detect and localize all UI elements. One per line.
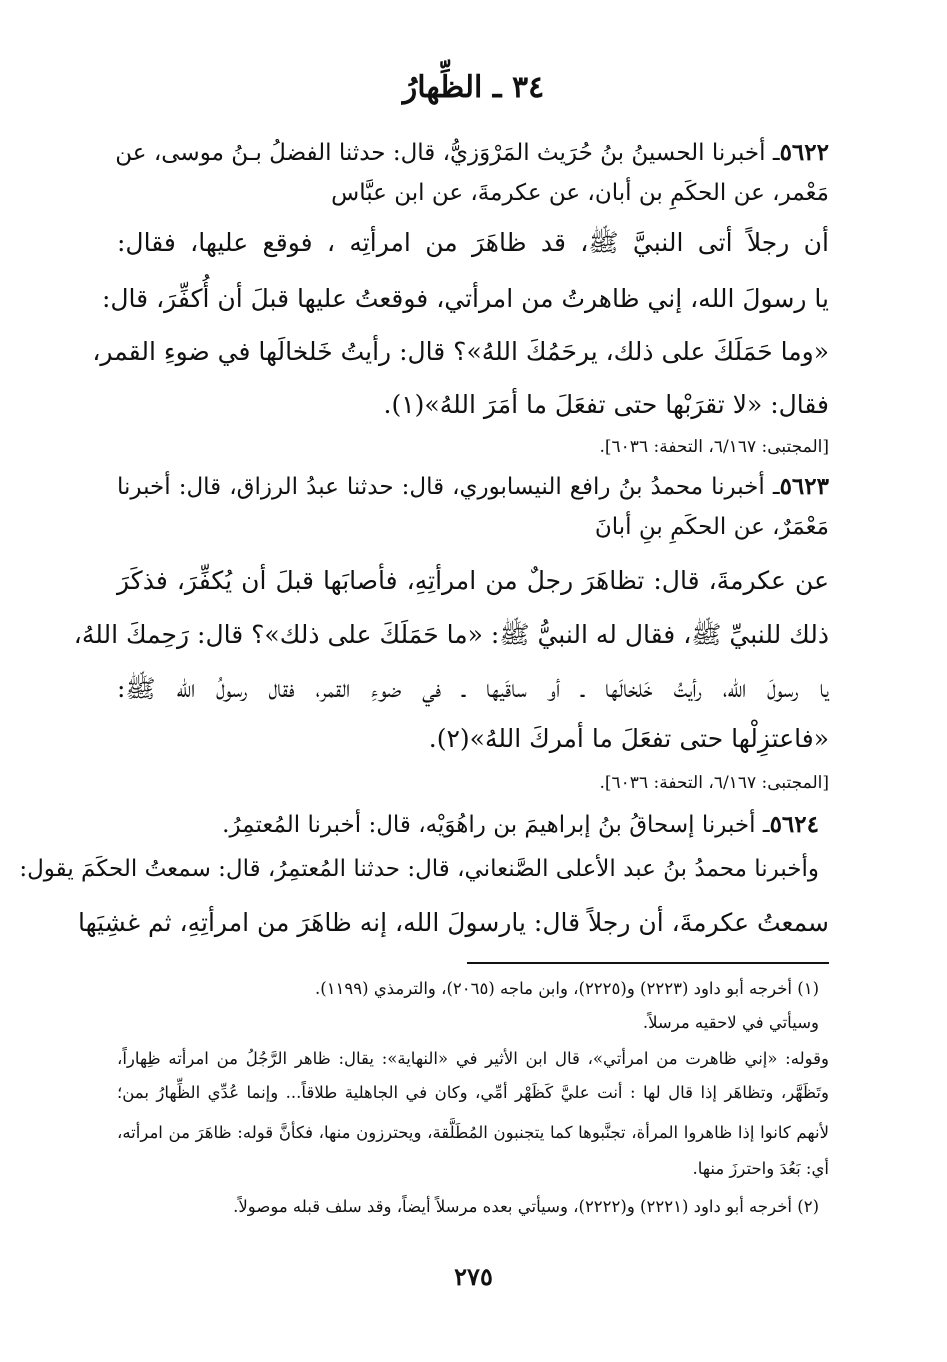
hadith-number: ٥٦٢٤ — [769, 811, 819, 838]
hadith-5622-isnad-line-2: مَعْمر، عن الحكَمِ بن أبان، عن عكرمةَ، عن ابن عبَّاس — [331, 180, 829, 206]
hadith-5623-matn-line-1: عن عكرمةَ، قال: تظاهَرَ رجلٌ من امرأتِهِ، فأصابَها قبلَ أن يُكفِّرَ، فذكَرَ — [117, 566, 829, 595]
footnote-1-line-2: وسيأتي في لاحقيه مرسلاً. — [642, 1013, 819, 1032]
hadith-number: ٥٦٢٣ — [779, 473, 829, 500]
hadith-5624-isnad-line-1: ٥٦٢٤ـ أخبرنا إسحاقُ بنُ إبراهيمَ بن راهُوَيْه، قال: أخبرنا المُعتمِرُ. — [222, 811, 819, 838]
hadith-5623-reference: [المجتبى: ٦/١٦٧، التحفة: ٦٠٣٦]. — [599, 773, 829, 793]
hadith-5622-matn-line-2: يا رسولَ الله، إني ظاهرتُ من امرأتي، فوقعتُ عليها قبلَ أن أُكفِّرَ، قال: — [101, 284, 829, 313]
footnote-separator — [467, 962, 829, 964]
hadith-5623-isnad-line-1: ٥٦٢٣ـ أخبرنا محمدُ بنُ رافع النيسابوري، قال: حدثنا عبدُ الرزاق، قال: أخبرنا — [117, 473, 829, 500]
footnote-1-line-3: وقوله: «إني ظاهرت من امرأتي»، قال ابن الأثير في «النهاية»: يقال: ظاهر الرَّجُلُ من امرأته ظِهاراً، — [117, 1049, 829, 1068]
footnote-1-line-1: (١) أخرجه أبو داود (٢٢٢٣) و(٢٢٢٥)، وابن ماجه (٢٠٦٥)، والترمذي (١١٩٩). — [315, 979, 819, 998]
footnote-1-line-5: لأنهم كانوا إذا ظاهروا المرأة، تجنَّبوها كما يتجنبون المُطَلَّقة، ويحترزون منها، فكأنَّ قوله: ظاهَرَ من امرأته، — [117, 1123, 829, 1142]
chapter-title: ٣٤ ـ الظِّهارُ — [402, 70, 545, 105]
page-number: ٢٧٥ — [454, 1262, 493, 1291]
hadith-5623-matn-line-4: «فاعتزِلْها حتى تفعَلَ ما أمركَ اللهُ»(٢). — [428, 724, 829, 753]
hadith-5624-isnad-line-2: وأخبرنا محمدُ بنُ عبد الأعلى الصَّنعاني، قال: حدثنا المُعتمِرُ، قال: سمعتُ الحكَمَ يقول: — [19, 856, 819, 882]
hadith-5622-matn-line-4: فقال: «لا تقرَبْها حتى تفعَلَ ما أمَرَ اللهُ»(١). — [383, 390, 829, 419]
footnote-1-line-6: أي: بَعُدَ واحترزَ منها. — [692, 1159, 829, 1178]
hadith-5623-isnad-line-2: مَعْمَرٌ، عن الحكَمِ بنِ أبانَ — [594, 514, 829, 540]
hadith-5623-matn-line-3: يا رسولَ الله، رأيتُ خَلخالَها ـ أو ساقَيها ـ في ضوءِ القمر، فقال رسولُ الله ﷺ: — [117, 674, 829, 703]
hadith-5622-matn-line-1: أن رجلاً أتى النبيَّ ﷺ، قد ظاهَرَ من امرأتِه ، فوقع عليها، فقال: — [117, 228, 829, 257]
hadith-5624-matn-line-1: سمعتُ عكرمةَ، أن رجلاً قال: يارسولَ الله، إنه ظاهَرَ من امرأتِهِ، ثم غشِيَها — [77, 908, 829, 937]
hadith-5622-isnad-line-1: ٥٦٢٢ـ أخبرنا الحسينُ بنُ حُرَيث المَرْوَزيُّ، قال: حدثنا الفضلُ بـنُ موسى، عن — [115, 139, 829, 166]
hadith-5623-matn-line-2: ذلك للنبيِّ ﷺ، فقال له النبيُّ ﷺ: «ما حَمَلَكَ على ذلك»؟ قال: رَحِمكَ اللهُ، — [73, 620, 829, 649]
footnote-2-line-1: (٢) أخرجه أبو داود (٢٢٢١) و(٢٢٢٢)، وسيأتي بعده مرسلاً أيضاً، وقد سلف قبله موصولاً. — [233, 1197, 819, 1216]
hadith-5622-reference: [المجتبى: ٦/١٦٧، التحفة: ٦٠٣٦]. — [599, 437, 829, 457]
hadith-number: ٥٦٢٢ — [779, 139, 829, 166]
footnote-1-line-4: وتَظَهَّر، وتظاهَر إذا قال لها : أنت عليَّ كَظَهْر أمِّي، وكان في الجاهلية طلاقاً... وإنما عُدِّي الظِّهارُ بمن؛ — [117, 1083, 829, 1102]
hadith-5622-matn-line-3: «وما حَمَلَكَ على ذلك، يرحَمُكَ اللهُ»؟ قال: رأيتُ خَلخالَها في ضوءِ القمر، — [92, 337, 829, 366]
